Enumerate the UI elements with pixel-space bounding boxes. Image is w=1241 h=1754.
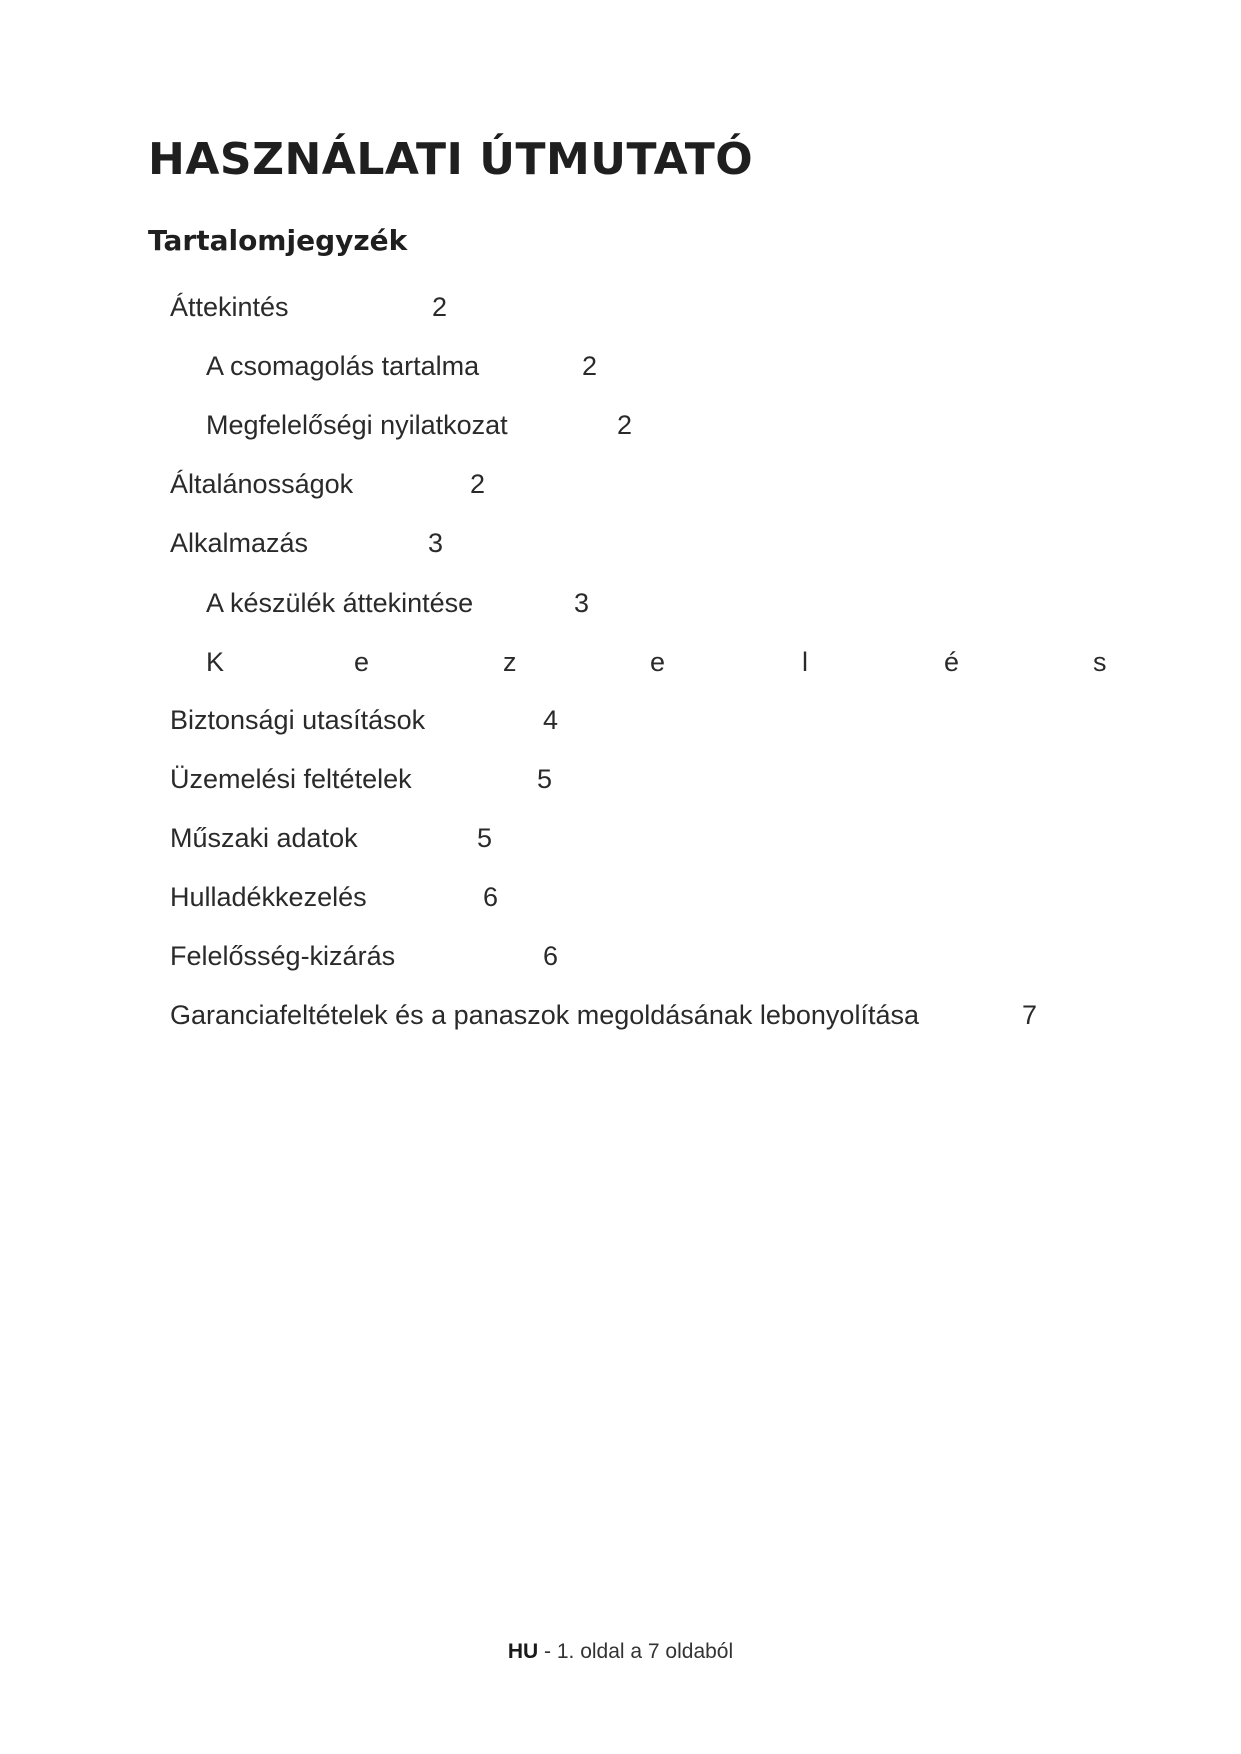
toc-entry-page: 5 [477, 823, 493, 853]
footer-page-number: - 1. oldal a 7 oldaból [538, 1640, 734, 1663]
toc-entry-label: Üzemelési feltételek [170, 764, 412, 794]
toc-entry-label: Biztonsági utasítások [170, 705, 426, 735]
toc-entry-page: 5 [537, 764, 553, 794]
toc-entry-label: Hulladékkezelés [170, 882, 367, 912]
toc-entry[interactable] [170, 880, 530, 914]
toc-entry[interactable] [170, 467, 530, 501]
spread-letter: é [944, 647, 960, 677]
toc-entry-label: Garanciafeltételek és a panaszok megoldásának lebonyolítása [170, 1000, 919, 1030]
toc-entry[interactable] [170, 998, 1070, 1032]
document-title: HASZNÁLATI ÚTMUTATÓ [148, 134, 754, 185]
footer-language-code: HU [507, 1640, 539, 1663]
toc-entry-kezeles[interactable] [206, 645, 1106, 679]
toc-entry-page: 6 [483, 882, 499, 912]
toc-entry-label: Megfelelőségi nyilatkozat [206, 410, 508, 440]
toc-entry-page: 2 [432, 292, 448, 322]
spread-letter: s [1093, 647, 1107, 677]
toc-entry[interactable] [170, 290, 500, 324]
toc-entry-label: A készülék áttekintése [206, 588, 474, 618]
toc-entry[interactable] [206, 408, 636, 442]
toc-entry[interactable] [206, 586, 606, 620]
spread-letter: e [650, 647, 666, 677]
toc-entry-page: 2 [617, 410, 633, 440]
toc-entry-page: 3 [574, 588, 590, 618]
spread-letter: K [206, 647, 225, 677]
toc-entry-page: 7 [1022, 1000, 1038, 1030]
toc-entry-label: Áttekintés [170, 292, 289, 322]
toc-entry[interactable] [170, 821, 530, 855]
toc-entry-page: 3 [428, 528, 444, 558]
toc-entry[interactable] [206, 349, 606, 383]
toc-entry-page: 4 [543, 705, 559, 735]
toc-entry-page: 6 [543, 941, 559, 971]
toc-entry-page: 2 [470, 469, 486, 499]
toc-entry[interactable] [170, 526, 490, 560]
toc-entry-label: Műszaki adatok [170, 823, 358, 853]
spread-letter: e [354, 647, 370, 677]
toc-heading: Tartalomjegyzék [148, 224, 408, 257]
toc-entry-page: 2 [582, 351, 598, 381]
toc-entry[interactable] [170, 939, 570, 973]
page-footer [0, 1640, 1241, 1664]
toc-entry[interactable] [170, 703, 570, 737]
toc-entry-label: Alkalmazás [170, 528, 309, 558]
toc-entry-label: A csomagolás tartalma [206, 351, 480, 381]
spread-letter: l [802, 647, 808, 677]
toc-entry-label: Általánosságok [170, 469, 354, 499]
spread-letter: z [503, 647, 517, 677]
toc-entry-label: Felelősség-kizárás [170, 941, 396, 971]
toc-entry[interactable] [170, 762, 570, 796]
